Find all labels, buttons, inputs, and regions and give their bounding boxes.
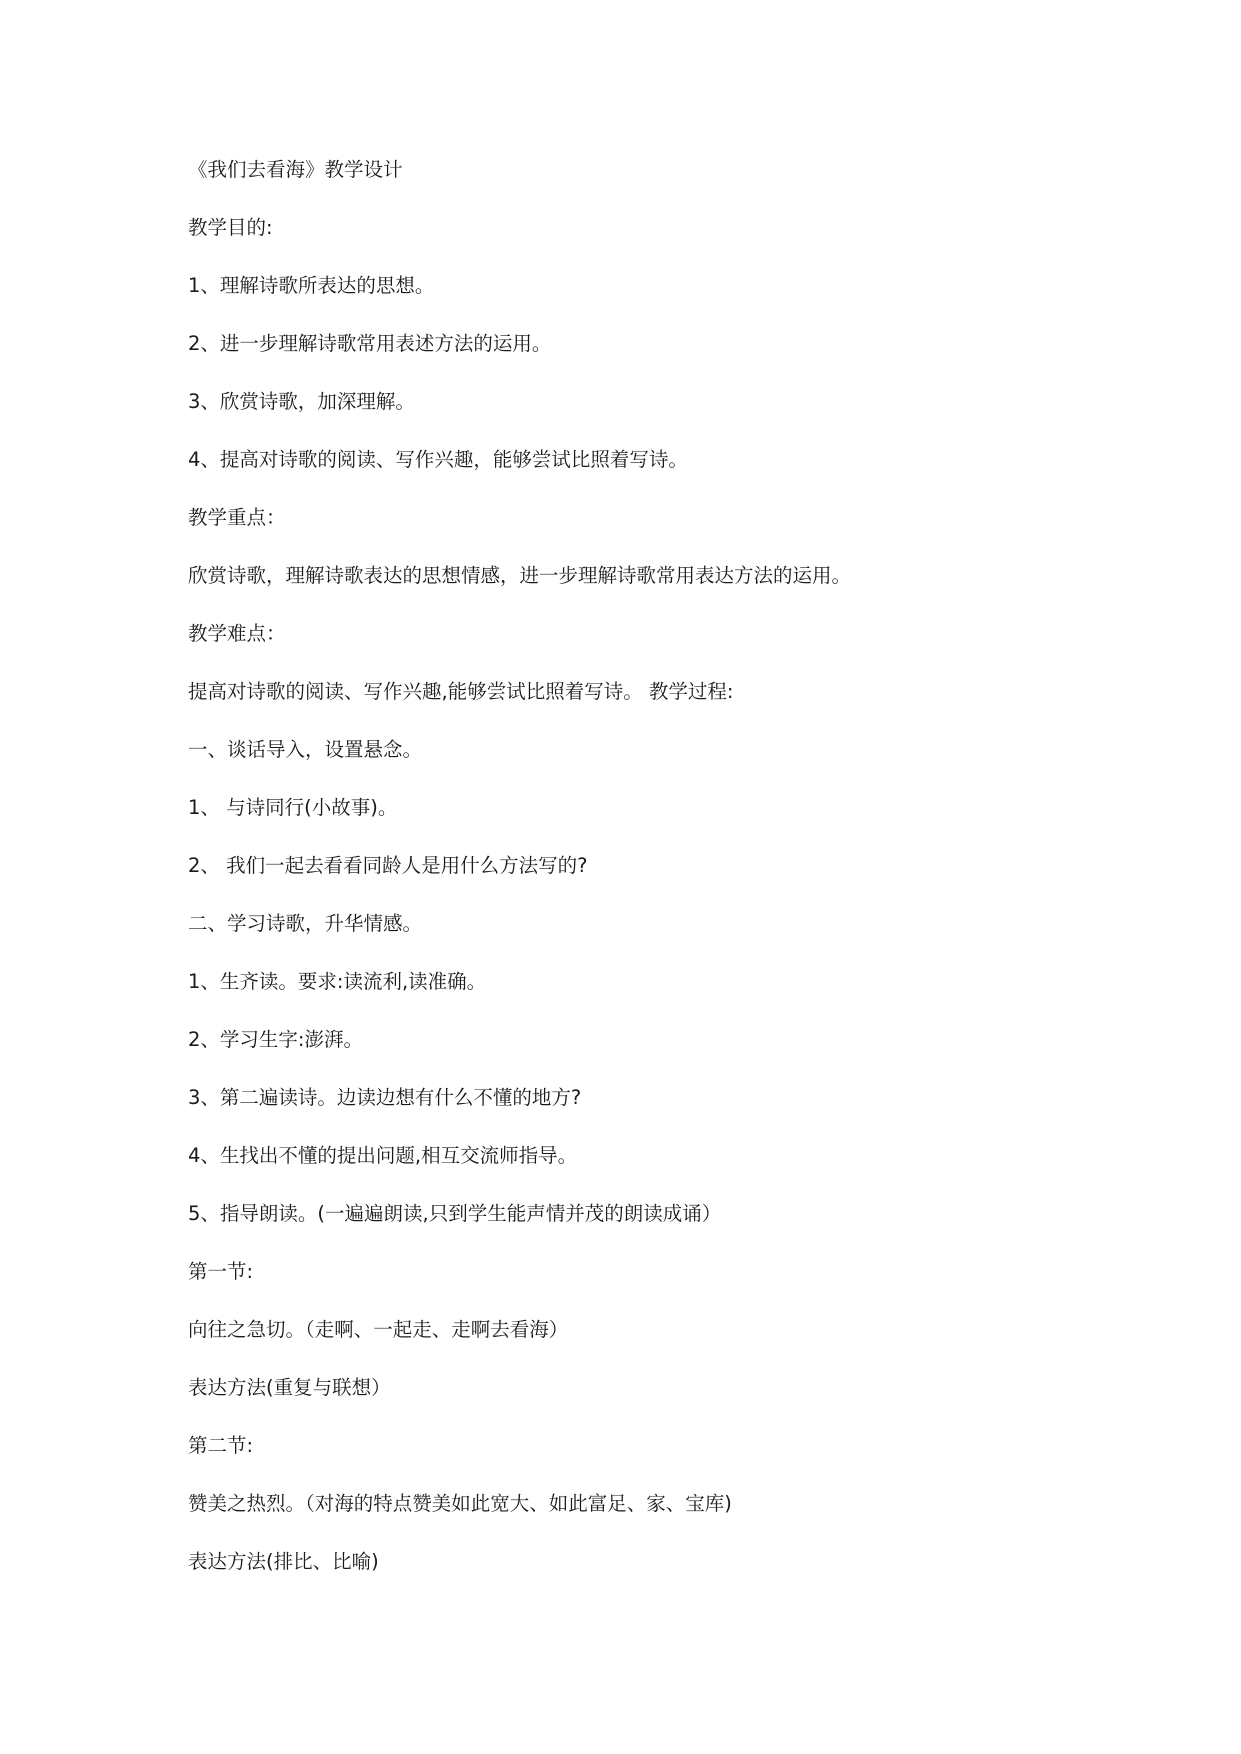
objective-item-4: 4、提高对诗歌的阅读、写作兴趣，能够尝试比照着写诗。 bbox=[188, 448, 688, 471]
stanza-1-heading: 第一节: bbox=[188, 1260, 254, 1283]
objective-item-1: 1、理解诗歌所表达的思想。 bbox=[188, 274, 435, 297]
section-1-heading: 一、谈话导入，设置悬念。 bbox=[188, 738, 423, 761]
stanza-1-theme: 向往之急切。（走啊、一起走、走啊去看海） bbox=[188, 1318, 569, 1341]
objective-item-3: 3、欣赏诗歌，加深理解。 bbox=[188, 390, 415, 413]
stanza-2-heading: 第二节: bbox=[188, 1434, 254, 1457]
document-title: 《我们去看海》教学设计 bbox=[188, 158, 403, 181]
key-points-heading: 教学重点： bbox=[188, 506, 286, 529]
section-2-item-1: 1、生齐读。要求:读流利,读准确。 bbox=[188, 970, 487, 993]
section-2-item-5: 5、指导朗读。(一遍遍朗读,只到学生能声情并茂的朗读成诵） bbox=[188, 1202, 722, 1225]
stanza-1-method: 表达方法(重复与联想） bbox=[188, 1376, 391, 1399]
section-2-item-4: 4、生找出不懂的提出问题,相互交流师指导。 bbox=[188, 1144, 578, 1167]
document-body bbox=[188, 152, 1148, 1602]
section-2-item-3: 3、第二遍读诗。边读边想有什么不懂的地方? bbox=[188, 1086, 582, 1109]
section-1-item-1: 1、 与诗同行(小故事)。 bbox=[188, 796, 398, 819]
objective-item-2: 2、进一步理解诗歌常用表述方法的运用。 bbox=[188, 332, 552, 355]
section-1-item-2: 2、 我们一起去看看同龄人是用什么方法写的? bbox=[188, 854, 588, 877]
difficulties-text: 提高对诗歌的阅读、写作兴趣,能够尝试比照着写诗。 教学过程: bbox=[188, 680, 734, 703]
teaching-objectives-heading: 教学目的: bbox=[188, 216, 273, 239]
stanza-2-method: 表达方法(排比、比喻) bbox=[188, 1550, 379, 1573]
stanza-2-theme: 赞美之热烈。（对海的特点赞美如此宽大、如此富足、家、宝库) bbox=[188, 1492, 732, 1515]
difficulties-heading: 教学难点： bbox=[188, 622, 286, 645]
section-2-heading: 二、学习诗歌，升华情感。 bbox=[188, 912, 423, 935]
key-points-text: 欣赏诗歌，理解诗歌表达的思想情感，进一步理解诗歌常用表达方法的运用。 bbox=[188, 564, 852, 587]
section-2-item-2: 2、学习生字:澎湃。 bbox=[188, 1028, 363, 1051]
